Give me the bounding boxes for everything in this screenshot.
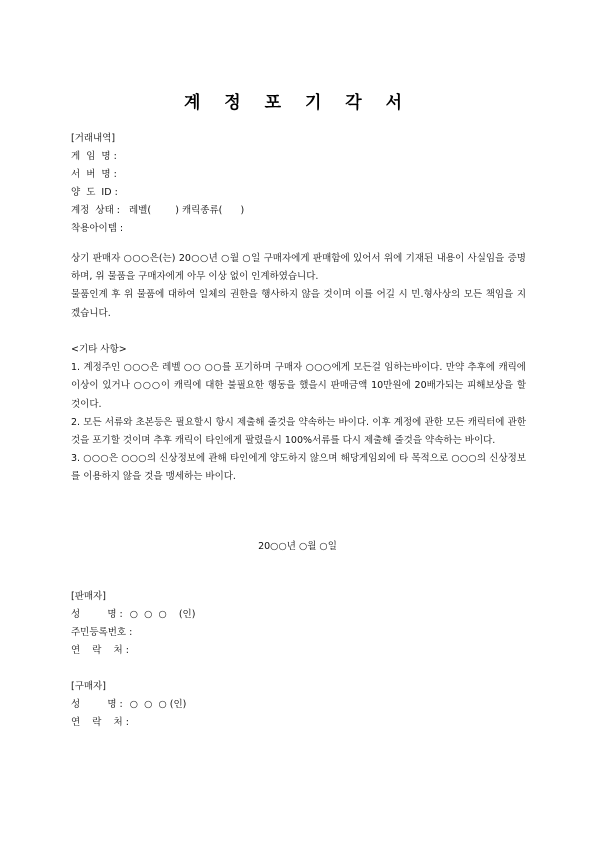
other-terms-section: [71, 341, 526, 487]
seller-id-row: [71, 624, 195, 642]
buyer-name-label: 성 명 :: [71, 699, 123, 710]
statement-paragraph-1: 상기 판매자 ○○○은(는) 20○○년 ○월 ○일 구매자에게 판매함에 있어서 위에 기재된 내용이 사실임을 증명하며, 위 물품을 구매자에게 아무 이상 없이 인계하였습니다.: [71, 253, 526, 283]
transaction-heading: [거래내역]: [71, 133, 116, 144]
transfer-id-row: [71, 184, 244, 202]
equipped-items-row: [71, 220, 244, 238]
seller-id-label: 주민등록번호 :: [71, 627, 133, 638]
document-title: 계 정 포 기 각 서: [183, 93, 412, 113]
seller-name-row: [71, 606, 195, 624]
transfer-id-label: 양 도 ID :: [71, 187, 118, 198]
account-status-label: 계정 상태 :: [71, 205, 120, 216]
game-name-label: 게 임 명 :: [71, 151, 117, 162]
seller-name-value: ○ ○ ○ (인): [129, 609, 196, 620]
seller-contact-row: [71, 642, 195, 660]
other-terms-heading: <기타 사항>: [71, 344, 127, 355]
document-date: 20○○년 ○월 ○일: [258, 541, 337, 552]
other-terms-item-2: 2. 모든 서류와 초본등은 필요할시 항시 제출해 줄것을 약속하는 바이다. 이후 계정에 관한 모든 캐릭터에 관한 것을 포기할 것이며 추후 캐릭이 타인에게 팔렸을시 100%서류를 다시 제출해 줄것을 약속하는 바이다.: [71, 416, 526, 447]
buyer-name-value: ○ ○ ○ (인): [129, 699, 187, 710]
buyer-name-row: [71, 696, 186, 714]
statement-paragraph-2: 물품인계 후 위 물품에 대하여 일체의 권한을 행사하지 않을 것이며 이를 어길 시 민.형사상의 모든 책임을 지겠습니다.: [71, 289, 526, 319]
seller-name-label: 성 명 :: [71, 609, 123, 620]
account-status-value: 레벨( ) 캐릭종류( ): [129, 205, 245, 216]
account-status-row: [71, 202, 244, 220]
game-name-row: [71, 148, 244, 166]
buyer-contact-label: 연 락 처 :: [71, 717, 129, 728]
server-name-row: [71, 166, 244, 184]
transaction-section: [71, 130, 244, 238]
statement-body: [71, 250, 526, 323]
buyer-contact-row: [71, 714, 186, 732]
seller-heading: [판매자]: [71, 591, 106, 602]
seller-section: [71, 588, 195, 660]
other-terms-item-3: 3. ○○○은 ○○○의 신상정보에 관해 타인에게 양도하지 않으며 해당게임외에 타 목적으로 ○○○의 신상정보를 이용하지 않을 것을 맹세하는 바이다.: [71, 453, 526, 483]
seller-contact-label: 연 락 처 :: [71, 645, 129, 656]
equipped-items-label: 착용아이템 :: [71, 223, 124, 234]
server-name-label: 서 버 명 :: [71, 169, 117, 180]
other-terms-item-1: 1. 계정주인 ○○○은 레벨 ○○ ○○를 포기하며 구매자 ○○○에게 모든걸 임하는바이다. 만약 추후에 캐릭에 이상이 있거나 ○○○이 캐릭에 대한 불필요한 행동을 했을시 판매금액 10만원에 20배가되는 피해보상을 할 것이다.: [71, 362, 526, 410]
buyer-section: [71, 678, 186, 732]
buyer-heading: [구매자]: [71, 681, 106, 692]
